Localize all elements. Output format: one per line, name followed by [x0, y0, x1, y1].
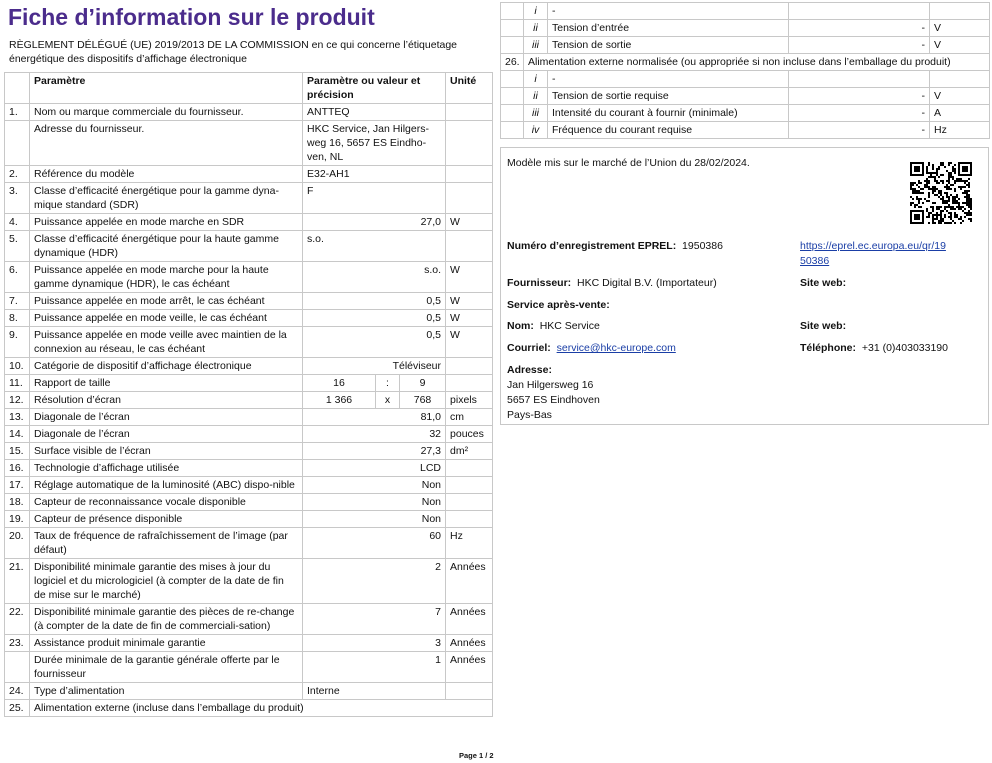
row-number: 18.	[5, 494, 30, 511]
table-row	[5, 528, 493, 559]
row-number: 12.	[5, 392, 30, 409]
table-row	[5, 460, 493, 477]
row-unit: pixels	[446, 392, 493, 409]
row-value: 0,5	[303, 310, 446, 327]
row-parameter: Puissance appelée en mode veille avec maintien de la connexion au réseau, le cas échéant	[30, 327, 303, 358]
table-row	[501, 54, 990, 71]
table-header-row	[5, 73, 493, 104]
row-number: 15.	[5, 443, 30, 460]
table-row	[5, 375, 493, 392]
supplier-value: HKC Digital B.V. (Importateur)	[577, 277, 717, 289]
row-value: ANTTEQ	[303, 104, 446, 121]
col-header-value: Paramètre ou valeur et précision	[303, 73, 446, 104]
row-number: 20.	[5, 528, 30, 559]
row-unit: W	[446, 214, 493, 231]
row-number: 10.	[5, 358, 30, 375]
row-parameter: Puissance appelée en mode marche pour la haute gamme dynamique (HDR), le cas échéant	[30, 262, 303, 293]
row-unit	[446, 166, 493, 183]
row-value: 7	[303, 604, 446, 635]
row-unit: Années	[446, 652, 493, 683]
row-unit: Années	[446, 635, 493, 652]
row-number	[501, 20, 524, 37]
row-parameter: Adresse du fournisseur.	[30, 121, 303, 166]
row-value: Téléviseur	[303, 358, 446, 375]
row-number: 23.	[5, 635, 30, 652]
row-parameter: Disponibilité minimale garantie des mises à jour du logiciel et du micrologiciel (à compter de la date de fin de mise sur le marché)	[30, 559, 303, 604]
row-parameter: Surface visible de l’écran	[30, 443, 303, 460]
row-parameter: Durée minimale de la garantie générale offerte par le fournisseur	[30, 652, 303, 683]
table-row	[501, 20, 990, 37]
table-row	[5, 121, 493, 166]
table-row	[5, 310, 493, 327]
eprel-link[interactable]	[800, 239, 946, 269]
phone-value: +31 (0)403033190	[861, 342, 948, 354]
row-parameter: Assistance produit minimale garantie	[30, 635, 303, 652]
row-unit	[446, 231, 493, 262]
table-row	[5, 443, 493, 460]
row-value-a: 1 366	[303, 392, 376, 409]
row-number: 8.	[5, 310, 30, 327]
address-line-1: Jan Hilgersweg 16	[507, 379, 594, 391]
row-parameter: Tension d’entrée	[548, 20, 789, 37]
row-parameter: Catégorie de dispositif d’affichage électronique	[30, 358, 303, 375]
row-sub-index: iv	[524, 122, 548, 139]
row-unit	[446, 121, 493, 166]
row-unit	[446, 683, 493, 700]
row-value: 3	[303, 635, 446, 652]
row-value	[789, 3, 930, 20]
row-parameter: Puissance appelée en mode veille, le cas échéant	[30, 310, 303, 327]
eprel-row	[507, 239, 723, 254]
power-supply-table	[500, 2, 990, 139]
row-number: 1.	[5, 104, 30, 121]
name-row	[507, 319, 600, 334]
row-value: 27,3	[303, 443, 446, 460]
table-row	[5, 604, 493, 635]
row-sub-index: iii	[524, 105, 548, 122]
row-unit: W	[446, 310, 493, 327]
table-row	[5, 511, 493, 528]
row-number	[501, 37, 524, 54]
page-number: Page 1 / 2	[459, 751, 494, 760]
row-parameter: Alimentation externe normalisée (ou appropriée si non incluse dans l’emballage du produit)	[524, 54, 990, 71]
row-number: 3.	[5, 183, 30, 214]
table-row	[5, 559, 493, 604]
table-row	[5, 183, 493, 214]
row-parameter: Puissance appelée en mode marche en SDR	[30, 214, 303, 231]
row-parameter: -	[548, 71, 789, 88]
row-number: 11.	[5, 375, 30, 392]
row-number: 9.	[5, 327, 30, 358]
row-value: 60	[303, 528, 446, 559]
regulation-subtitle: RÈGLEMENT DÉLÉGUÉ (UE) 2019/2013 DE LA COMMISSION en ce qui concerne l’étiquetage énergétique des dispositifs d’affichage électronique	[9, 39, 458, 65]
row-parameter: Technologie d’affichage utilisée	[30, 460, 303, 477]
row-unit	[446, 183, 493, 214]
row-parameter: Classe d’efficacité énergétique pour la gamme dyna-mique standard (SDR)	[30, 183, 303, 214]
row-number: 22.	[5, 604, 30, 635]
row-parameter: Puissance appelée en mode arrêt, le cas échéant	[30, 293, 303, 310]
row-value: 0,5	[303, 293, 446, 310]
row-number	[501, 88, 524, 105]
row-number	[501, 3, 524, 20]
phone-row	[800, 341, 948, 356]
name-value: HKC Service	[539, 320, 600, 332]
row-unit	[930, 71, 990, 88]
row-unit: Années	[446, 559, 493, 604]
address-line-3: Pays-Bas	[507, 409, 552, 421]
row-parameter: Diagonale de l’écran	[30, 409, 303, 426]
row-unit	[446, 375, 493, 392]
row-value: 0,5	[303, 327, 446, 358]
row-parameter: Intensité du courant à fournir (minimale)	[548, 105, 789, 122]
row-parameter: Taux de fréquence de rafraîchissement de l’image (par défaut)	[30, 528, 303, 559]
row-parameter: Capteur de présence disponible	[30, 511, 303, 528]
page-title: Fiche d’information sur le produit	[8, 4, 375, 30]
row-number: 19.	[5, 511, 30, 528]
row-sub-index: i	[524, 71, 548, 88]
eprel-link-line-1[interactable]: https://eprel.ec.europa.eu/qr/19	[800, 240, 946, 252]
row-number: 21.	[5, 559, 30, 604]
row-number	[5, 652, 30, 683]
row-unit: pouces	[446, 426, 493, 443]
col-header-number	[5, 73, 30, 104]
phone-label: Téléphone:	[800, 342, 857, 354]
row-value: s.o.	[303, 231, 446, 262]
supplier-info-card	[500, 147, 989, 425]
col-header-unit: Unité	[446, 73, 493, 104]
table-row	[5, 214, 493, 231]
row-parameter: Disponibilité minimale garantie des pièces de re-change (à compter de la date de fin de commerciali-sation)	[30, 604, 303, 635]
product-info-table	[4, 72, 493, 717]
row-parameter: Référence du modèle	[30, 166, 303, 183]
row-parameter: Fréquence du courant requise	[548, 122, 789, 139]
row-sub-index: i	[524, 3, 548, 20]
email-row	[507, 341, 676, 356]
table-row	[5, 262, 493, 293]
row-number	[501, 71, 524, 88]
qr-code-icon	[910, 162, 972, 224]
row-unit	[930, 3, 990, 20]
table-row	[5, 392, 493, 409]
row-value: Non	[303, 494, 446, 511]
row-sub-index: iii	[524, 37, 548, 54]
row-unit: V	[930, 37, 990, 54]
row-unit	[446, 477, 493, 494]
service-label	[507, 298, 610, 313]
table-row	[501, 37, 990, 54]
row-unit	[446, 511, 493, 528]
row-value-sep: :	[376, 375, 400, 392]
row-parameter: Type d’alimentation	[30, 683, 303, 700]
table-row	[5, 700, 493, 717]
col-header-parameter: Paramètre	[30, 73, 303, 104]
row-value-sep: x	[376, 392, 400, 409]
row-value: -	[789, 88, 930, 105]
row-unit: Hz	[446, 528, 493, 559]
row-value: -	[789, 122, 930, 139]
row-unit: dm²	[446, 443, 493, 460]
row-number: 7.	[5, 293, 30, 310]
table-row	[5, 104, 493, 121]
eprel-link-line-2[interactable]: 50386	[800, 255, 830, 267]
table-row	[501, 122, 990, 139]
row-value: -	[789, 105, 930, 122]
service-label-text: Service après-vente:	[507, 299, 610, 311]
row-value-b: 768	[400, 392, 446, 409]
address-line-2: 5657 ES Eindhoven	[507, 394, 600, 406]
row-value-b: 9	[400, 375, 446, 392]
row-unit: cm	[446, 409, 493, 426]
table-row	[501, 105, 990, 122]
row-number	[5, 121, 30, 166]
row-number: 5.	[5, 231, 30, 262]
eprel-label: Numéro d’enregistrement EPREL:	[507, 240, 677, 252]
eprel-value: 1950386	[682, 240, 723, 252]
row-parameter: Tension de sortie requise	[548, 88, 789, 105]
row-value	[789, 71, 930, 88]
row-number: 24.	[5, 683, 30, 700]
table-row	[5, 358, 493, 375]
address-label: Adresse:	[507, 364, 552, 376]
row-value: 2	[303, 559, 446, 604]
row-value: 32	[303, 426, 446, 443]
table-row	[5, 494, 493, 511]
table-row	[5, 293, 493, 310]
row-number: 4.	[5, 214, 30, 231]
email-label: Courriel:	[507, 342, 551, 354]
row-sub-index: ii	[524, 88, 548, 105]
table-row	[501, 88, 990, 105]
row-parameter: Nom ou marque commerciale du fournisseur.	[30, 104, 303, 121]
row-value: 27,0	[303, 214, 446, 231]
row-value: Non	[303, 477, 446, 494]
website-label-2	[800, 319, 846, 334]
row-parameter: Rapport de taille	[30, 375, 303, 392]
market-date: Modèle mis sur le marché de l’Union du 28/02/2024.	[507, 157, 750, 169]
row-parameter: Résolution d’écran	[30, 392, 303, 409]
row-unit: W	[446, 327, 493, 358]
row-unit: A	[930, 105, 990, 122]
row-value: 1	[303, 652, 446, 683]
name-label: Nom:	[507, 320, 534, 332]
row-value-a: 16	[303, 375, 376, 392]
table-row	[5, 166, 493, 183]
row-value: -	[789, 37, 930, 54]
row-unit: V	[930, 88, 990, 105]
row-number: 16.	[5, 460, 30, 477]
row-value: HKC Service, Jan Hilgers-weg 16, 5657 ES Eindho-ven, NL	[303, 121, 446, 166]
row-value: -	[789, 20, 930, 37]
row-unit: V	[930, 20, 990, 37]
table-row	[5, 426, 493, 443]
website-label-1	[800, 276, 846, 291]
row-number: 25.	[5, 700, 30, 717]
row-value: E32-AH1	[303, 166, 446, 183]
row-parameter: -	[548, 3, 789, 20]
row-sub-index: ii	[524, 20, 548, 37]
row-value: s.o.	[303, 262, 446, 293]
row-value: F	[303, 183, 446, 214]
address-block	[507, 363, 600, 423]
website-label-1-text: Site web:	[800, 277, 847, 289]
row-number: 17.	[5, 477, 30, 494]
row-number	[501, 122, 524, 139]
email-link[interactable]: service@hkc-europe.com	[556, 342, 676, 354]
row-parameter: Classe d’efficacité énergétique pour la haute gamme dynamique (HDR)	[30, 231, 303, 262]
row-number: 14.	[5, 426, 30, 443]
table-row	[501, 3, 990, 20]
row-number: 13.	[5, 409, 30, 426]
table-row	[5, 409, 493, 426]
website-label-2-text: Site web:	[800, 320, 847, 332]
row-value: LCD	[303, 460, 446, 477]
table-row	[5, 231, 493, 262]
row-parameter: Réglage automatique de la luminosité (ABC) dispo-nible	[30, 477, 303, 494]
table-row	[5, 652, 493, 683]
table-row	[501, 71, 990, 88]
row-unit	[446, 460, 493, 477]
row-unit	[446, 358, 493, 375]
table-row	[5, 683, 493, 700]
row-parameter: Tension de sortie	[548, 37, 789, 54]
row-value: Interne	[303, 683, 446, 700]
table-row	[5, 635, 493, 652]
table-row	[5, 477, 493, 494]
row-parameter: Alimentation externe (incluse dans l’emballage du produit)	[30, 700, 493, 717]
row-number	[501, 105, 524, 122]
row-unit: Hz	[930, 122, 990, 139]
row-unit: W	[446, 293, 493, 310]
row-unit	[446, 494, 493, 511]
supplier-label: Fournisseur:	[507, 277, 572, 289]
row-unit: W	[446, 262, 493, 293]
row-value: 81,0	[303, 409, 446, 426]
supplier-row	[507, 276, 717, 291]
table-row	[5, 327, 493, 358]
row-number: 6.	[5, 262, 30, 293]
row-value: Non	[303, 511, 446, 528]
row-number: 26.	[501, 54, 524, 71]
row-parameter: Capteur de reconnaissance vocale disponible	[30, 494, 303, 511]
row-unit	[446, 104, 493, 121]
row-parameter: Diagonale de l’écran	[30, 426, 303, 443]
row-number: 2.	[5, 166, 30, 183]
row-unit: Années	[446, 604, 493, 635]
